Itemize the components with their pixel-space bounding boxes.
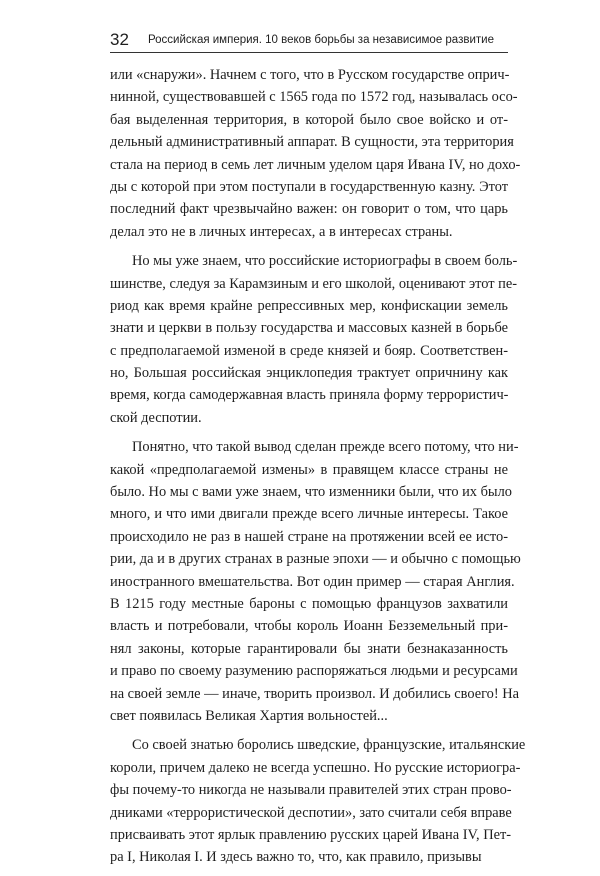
text-line: с предполагаемой изменой в среде князей и бояр. Соответствен- bbox=[110, 342, 508, 359]
text-line: Со своей знатью боролись шведские, французские, итальянские bbox=[132, 737, 526, 754]
text-line: рии, да и в других странах в разные эпохи — и обычно с помощью bbox=[110, 551, 521, 568]
text-line: ра I, Николая I. И здесь важно то, что, как правило, призывы bbox=[110, 849, 482, 866]
page-number: 32 bbox=[110, 30, 129, 49]
text-line: короли, причем далеко не всегда успешно. Но русские историогра- bbox=[110, 759, 521, 776]
text-line: ской деспотии. bbox=[110, 409, 202, 426]
text-line: бая выделенная территория, в которой было свое войско и от- bbox=[110, 111, 508, 128]
text-line: ды с которой при этом поступали в государственную казну. Этот bbox=[110, 178, 508, 195]
text-line: стала на период в семь лет личным уделом царя Ивана IV, но дохо- bbox=[110, 156, 521, 173]
text-line: на своей земле — иначе, творить произвол. И добились своего! На bbox=[110, 685, 519, 702]
text-line: знати и церкви в пользу государства и массовых казней в борьбе bbox=[110, 320, 508, 337]
text-line: было. Но мы с вами уже знаем, что изменники были, что их было bbox=[110, 484, 512, 501]
text-line: Но мы уже знаем, что российские историографы в своем боль- bbox=[132, 253, 518, 270]
body-text bbox=[110, 64, 526, 876]
text-line: фы почему-то никогда не называли правителей этих стран прово- bbox=[110, 782, 512, 799]
text-line: делал это не в личных интересах, а в интересах страны. bbox=[110, 223, 453, 240]
text-line: В 1215 году местные бароны с помощью французов захватили bbox=[110, 595, 508, 612]
running-header bbox=[110, 30, 508, 53]
text-line: риод как время крайне репрессивных мер, конфискации земель bbox=[110, 297, 508, 314]
paragraph bbox=[110, 250, 518, 429]
text-line: нинной, существовавшей с 1565 года по 1572 год, называлась осо- bbox=[110, 89, 518, 106]
text-line: власть и потребовали, чтобы король Иоанн Безземельный при- bbox=[110, 618, 508, 635]
text-line: Понятно, что такой вывод сделан прежде всего потому, что ни- bbox=[132, 439, 519, 456]
text-line: время, когда самодержавная власть приняла форму террористич- bbox=[110, 387, 509, 404]
text-line: последний факт чрезвычайно важен: он говорит о том, что царь bbox=[110, 201, 508, 218]
text-line: но, Большая российская энциклопедия трактует опричнину как bbox=[110, 365, 508, 382]
text-line: или «снаружи». Начнем с того, что в Русском государстве оприч- bbox=[110, 67, 510, 83]
text-line: происходило не раз в нашей стране на протяжении всей ее исто- bbox=[110, 528, 508, 545]
paragraph bbox=[110, 734, 526, 868]
text-line: присваивать этот ярлык правлению русских царей Ивана IV, Пет- bbox=[110, 826, 512, 843]
paragraph bbox=[110, 64, 521, 243]
paragraph bbox=[110, 436, 521, 727]
running-title: Российская империя. 10 веков борьбы за независимое развитие bbox=[148, 34, 494, 46]
text-line: и право по своему разумению распоряжаться людьми и ресурсами bbox=[110, 663, 518, 680]
text-line: иностранного вмешательства. Вот один пример — старая Англия. bbox=[110, 573, 515, 590]
text-line: шинстве, следуя за Карамзиным и его школой, оценивают этот пе- bbox=[110, 275, 518, 292]
text-line: нял законы, которые гарантировали бы знати безнаказанность bbox=[110, 640, 508, 657]
text-line: дельный административный аппарат. В сущности, эта территория bbox=[110, 134, 514, 151]
text-line: дниками «террористической деспотии», зато считали себя вправе bbox=[110, 804, 512, 821]
text-line: много, и что ими двигали прежде всего личные интересы. Такое bbox=[110, 506, 508, 523]
text-line: свет появилась Великая Хартия вольностей... bbox=[110, 707, 388, 724]
text-line: какой «предполагаемой измены» в правящем классе страны не bbox=[110, 461, 508, 478]
